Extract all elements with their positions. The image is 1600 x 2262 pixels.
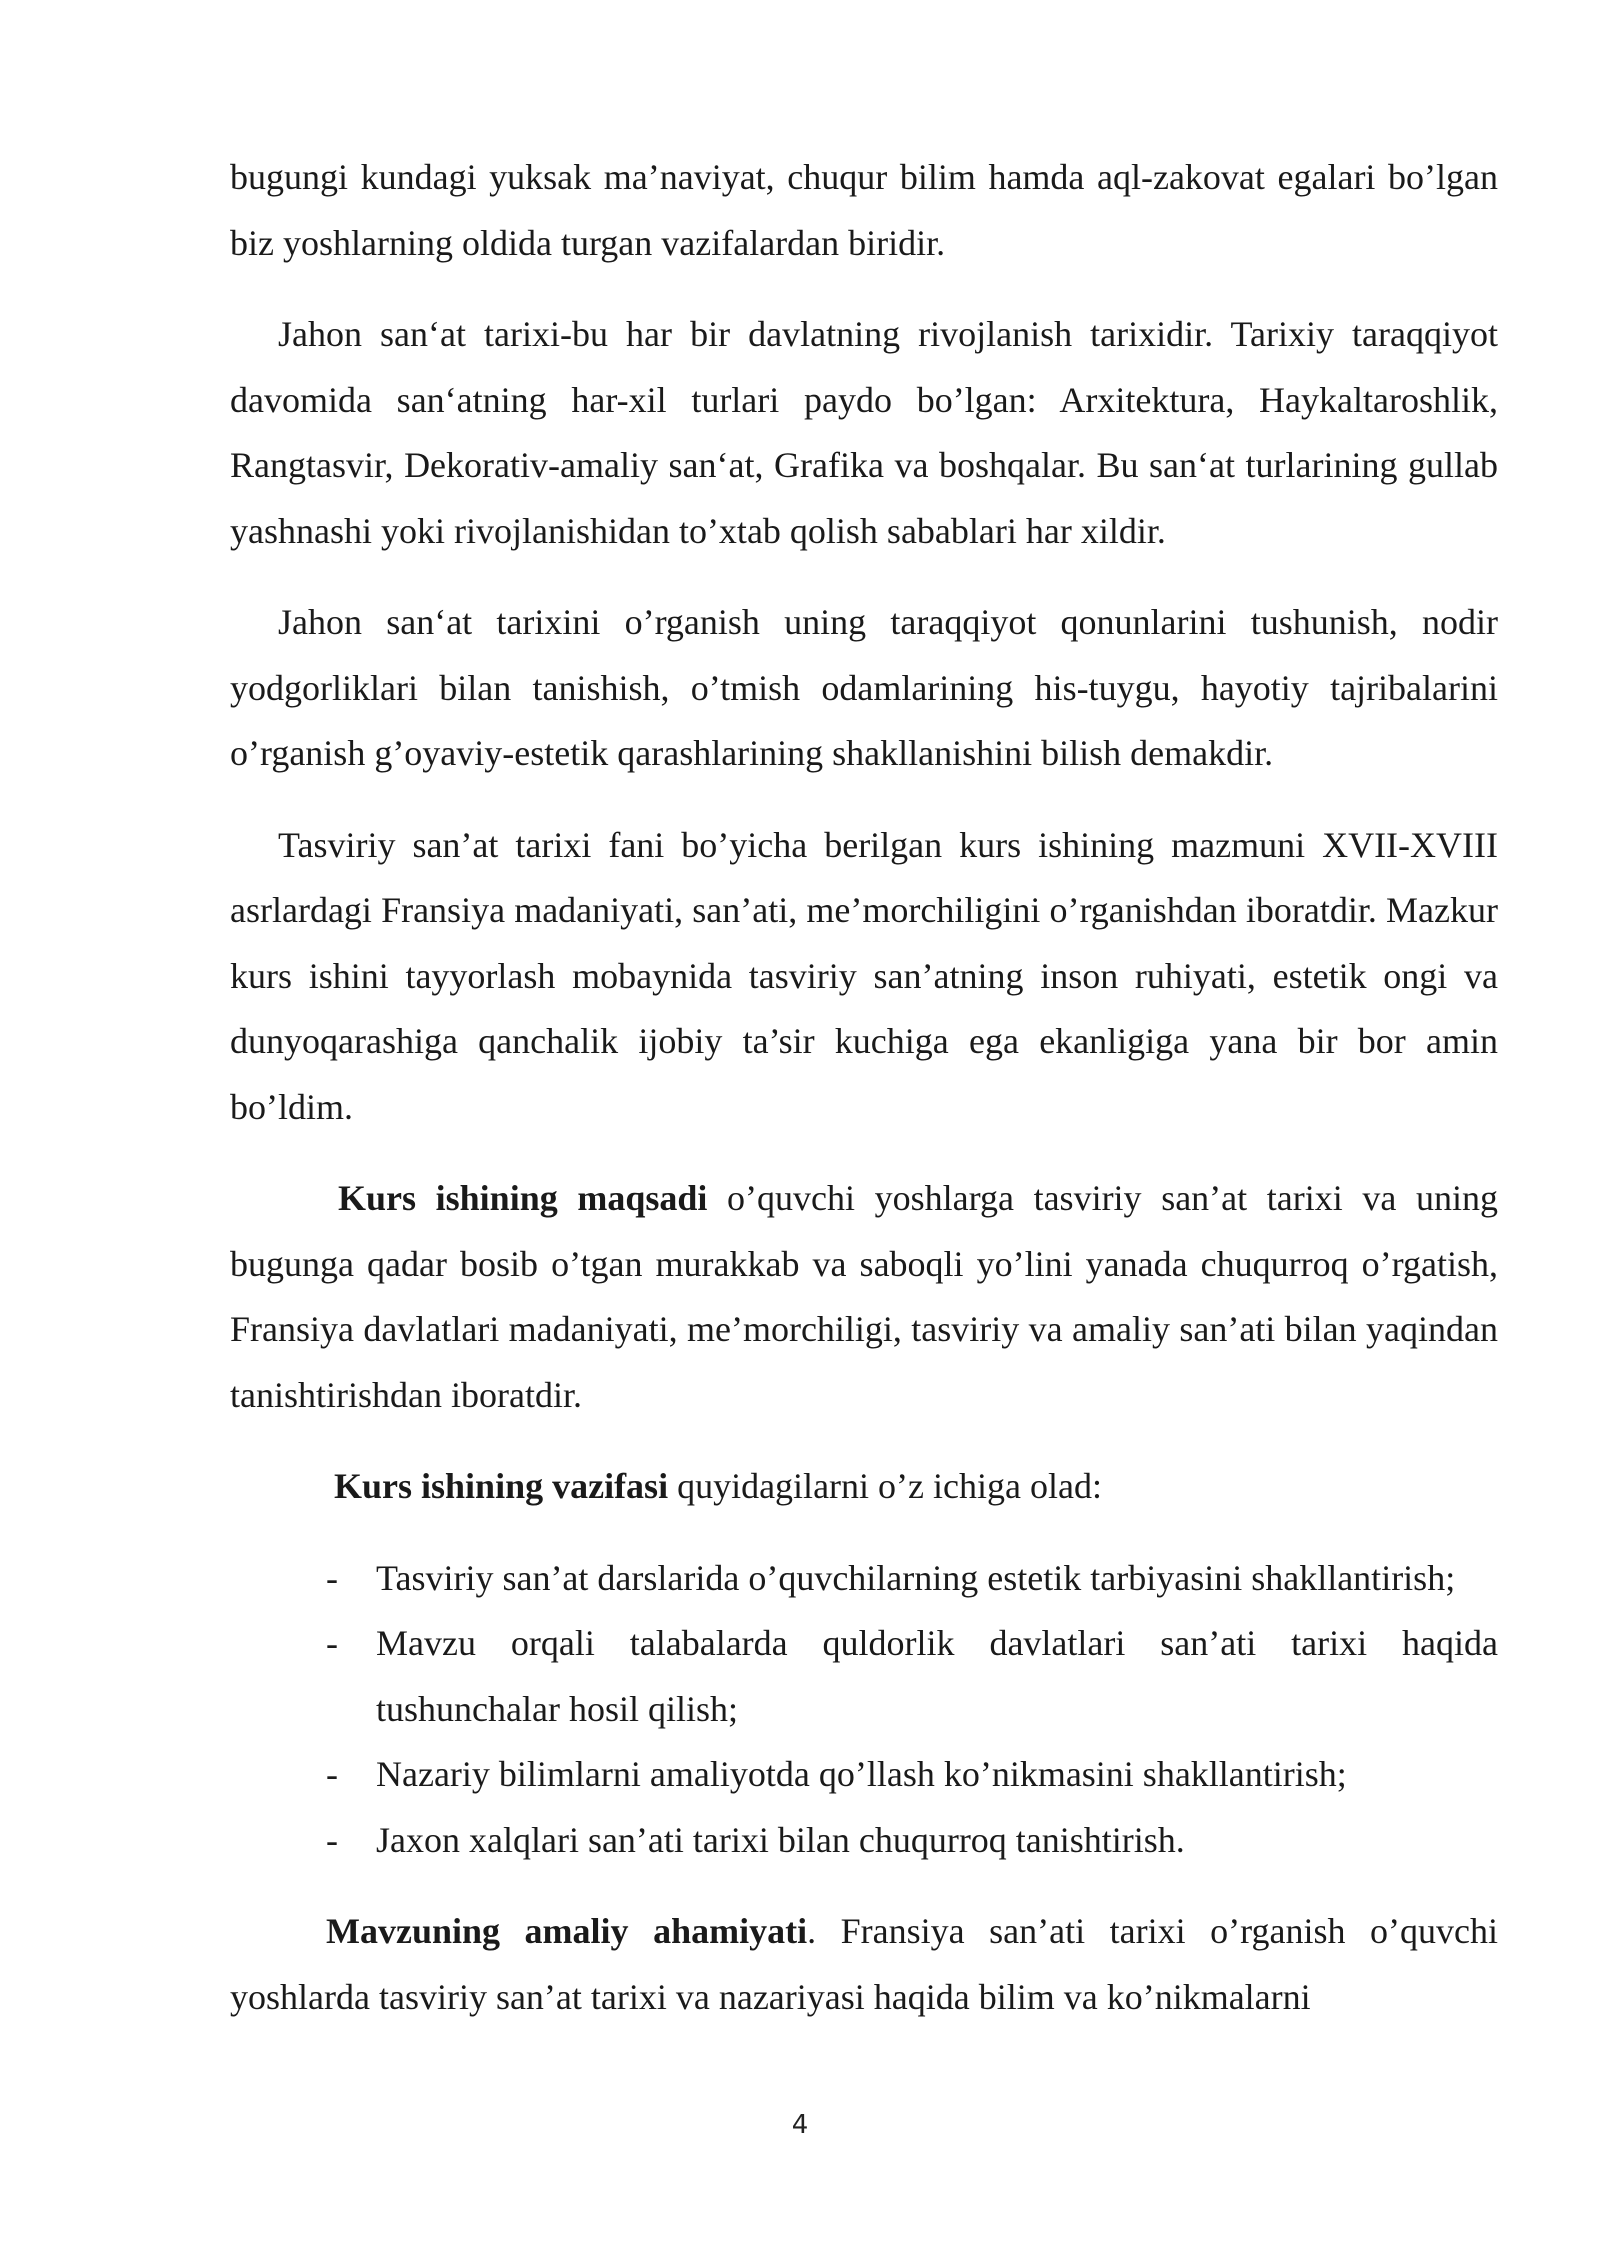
list-item-text: Tasviriy san’at darslarida o’quvchilarning estetik tarbiyasini shakllantirish; xyxy=(376,1557,1456,1598)
paragraph-practical-importance xyxy=(230,1899,1498,2030)
document-page xyxy=(230,145,1498,2056)
paragraph-course-tasks xyxy=(230,1454,1498,1520)
list-item xyxy=(230,1546,1498,1612)
course-goal-heading: Kurs ishining maqsadi xyxy=(338,1178,708,1218)
list-dash: - xyxy=(326,1819,338,1860)
list-dash: - xyxy=(326,1557,338,1598)
list-item xyxy=(230,1742,1498,1808)
course-tasks-text: quyidagilarni o’z ichiga olad: xyxy=(668,1466,1102,1506)
list-item xyxy=(230,1611,1498,1742)
list-item-text: Nazariy bilimlarni amaliyotda qo’llash ko’nikmasini shakllantirish; xyxy=(376,1754,1347,1794)
paragraph-course-content: Tasviriy san’at tarixi fani bo’yicha berilgan kurs ishining mazmuni XVII-XVIII asrlardagi Fransiya madaniyati, san’ati, me’morchiligini o’rganishdan iboratdir. Mazkur kurs ishini tayyorlash mobaynida tasviriy san’atning inson ruhiyati, estetik ongi va dunyoqarashiga qanchalik ijobiy ta’sir kuchiga ega ekanligiga yana bir bor amin bo’ldim. xyxy=(230,824,1498,1127)
page-number: 4 xyxy=(791,2110,809,2140)
practical-importance-text: . Fransiya san’ati tarixi o’rganish o’quvchi yoshlarda tasviriy san’at tarixi va nazariyasi haqida bilim va ko’nikmalarni xyxy=(230,1911,1498,2017)
course-goal-text: o’quvchi yoshlarga tasviriy san’at tarixi va uning bugunga qadar bosib o’tgan murakkab va saboqli yo’lini yanada chuqurroq o’rgatish, Fransiya davlatlari madaniyati, me’morchiligi, tasviriy va amaliy san’ati bilan yaqindan tanishtirishdan iboratdir. xyxy=(230,1178,1498,1415)
practical-importance-heading: Mavzuning amaliy ahamiyati xyxy=(326,1911,808,1951)
paragraph-continuation: bugungi kundagi yuksak ma’naviyat, chuqur bilim hamda aql-zakovat egalari bo’lgan biz yoshlarning oldida turgan vazifalardan biridir. xyxy=(230,157,1498,263)
course-tasks-heading: Kurs ishining vazifasi xyxy=(334,1466,669,1506)
tasks-list xyxy=(230,1546,1498,1874)
list-item xyxy=(230,1808,1498,1874)
paragraph-art-history-intro: Jahon san‘at tarixi-bu har bir davlatning rivojlanish tarixidir. Tarixiy taraqqiyot davomida san‘atning har-xil turlari paydo bo’lgan: Arxitektura, Haykaltaroshlik, Rangtasvir, Dekorativ-amaliy san‘at, Grafika va boshqalar. Bu san‘at turlarining gullab yashnashi yoki rivojlanishidan to’xtab qolish sabablari har xildir. xyxy=(230,314,1498,551)
list-dash: - xyxy=(326,1623,338,1663)
list-dash: - xyxy=(326,1754,338,1794)
list-item-text: Jaxon xalqlari san’ati tarixi bilan chuqurroq tanishtirish. xyxy=(376,1819,1185,1860)
paragraph-art-history-study: Jahon san‘at tarixini o’rganish uning taraqqiyot qonunlarini tushunish, nodir yodgorliklari bilan tanishish, o’tmish odamlarining his-tuygu, hayotiy tajribalarini o’rganish g’oyaviy-estetik qarashlarining shakllanishini bilish demakdir. xyxy=(230,602,1498,773)
list-item-text: Mavzu orqali talabalarda quldorlik davlatlari san’ati tarixi haqida tushunchalar hosil qilish; xyxy=(376,1623,1498,1729)
paragraph-course-goal xyxy=(230,1166,1498,1428)
